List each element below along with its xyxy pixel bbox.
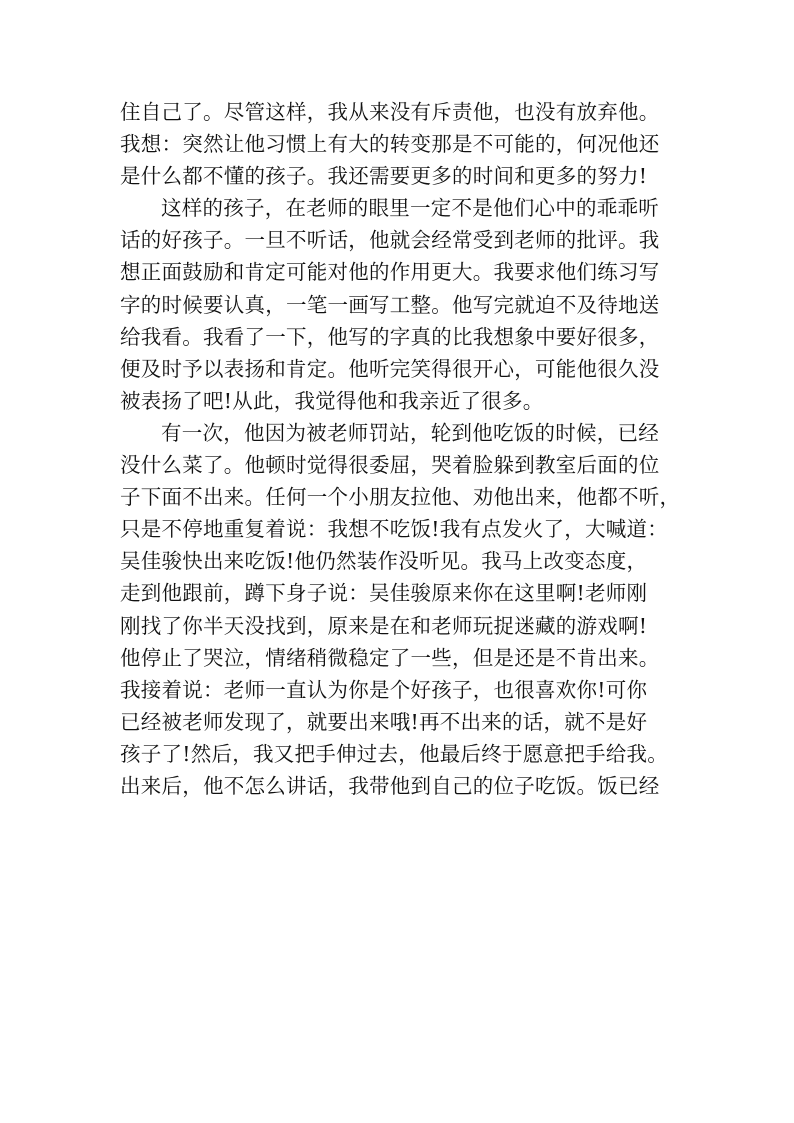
text-line: 住自己了。尽管这样，我从来没有斥责他，也没有放弃他。: [120, 100, 660, 124]
text-line: 字的时候要认真，一笔一画写工整。他写完就迫不及待地送: [120, 292, 660, 317]
text-line: 走到他跟前，蹲下身子说：吴佳骏原来你在这里啊!老师刚: [120, 581, 648, 606]
text-line: 他停止了哭泣，情绪稍微稳定了一些，但是还是不肯出来。: [120, 645, 660, 670]
text-line: 子下面不出来。任何一个小朋友拉他、劝他出来，他都不听，: [120, 485, 681, 510]
text-line: 没什么菜了。他顿时觉得很委屈，哭着脸躲到教室后面的位: [120, 453, 660, 478]
text-line: 想正面鼓励和肯定可能对他的作用更大。我要求他们练习写: [120, 260, 660, 285]
text-line: 便及时予以表扬和肯定。他听完笑得很开心，可能他很久没: [120, 356, 660, 381]
text-line: 吴佳骏快出来吃饭!他仍然装作没听见。我马上改变态度，: [120, 549, 648, 574]
text-line: 我想：突然让他习惯上有大的转变那是不可能的，何况他还: [120, 132, 660, 157]
text-line: 只是不停地重复着说：我想不吃饭!我有点发火了，大喊道：: [120, 517, 668, 542]
text-line: 刚找了你半天没找到，原来是在和老师玩捉迷藏的游戏啊!: [120, 613, 648, 638]
text-line: 已经被老师发现了，就要出来哦!再不出来的话，就不是好: [120, 709, 648, 734]
paragraph-first-line: 有一次，他因为被老师罚站，轮到他吃饭的时候，已经: [161, 420, 659, 445]
paragraph-first-line: 这样的孩子，在老师的眼里一定不是他们心中的乖乖听: [161, 196, 659, 221]
text-line: 给我看。我看了一下，他写的字真的比我想象中要好很多，: [120, 324, 660, 349]
text-line: 出来后，他不怎么讲话，我带他到自己的位子吃饭。饭已经: [120, 773, 660, 798]
text-line: 话的好孩子。一旦不听话，他就会经常受到老师的批评。我: [120, 228, 660, 253]
text-line: 孩子了!然后，我又把手伸过去，他最后终于愿意把手给我。: [120, 741, 668, 766]
text-line: 是什么都不懂的孩子。我还需要更多的时间和更多的努力!: [120, 164, 648, 189]
text-line: 我接着说：老师一直认为你是个好孩子，也很喜欢你!可你: [120, 677, 648, 702]
body-text: [120, 96, 700, 802]
text-line: 被表扬了吧!从此，我觉得他和我亲近了很多。: [120, 388, 544, 413]
